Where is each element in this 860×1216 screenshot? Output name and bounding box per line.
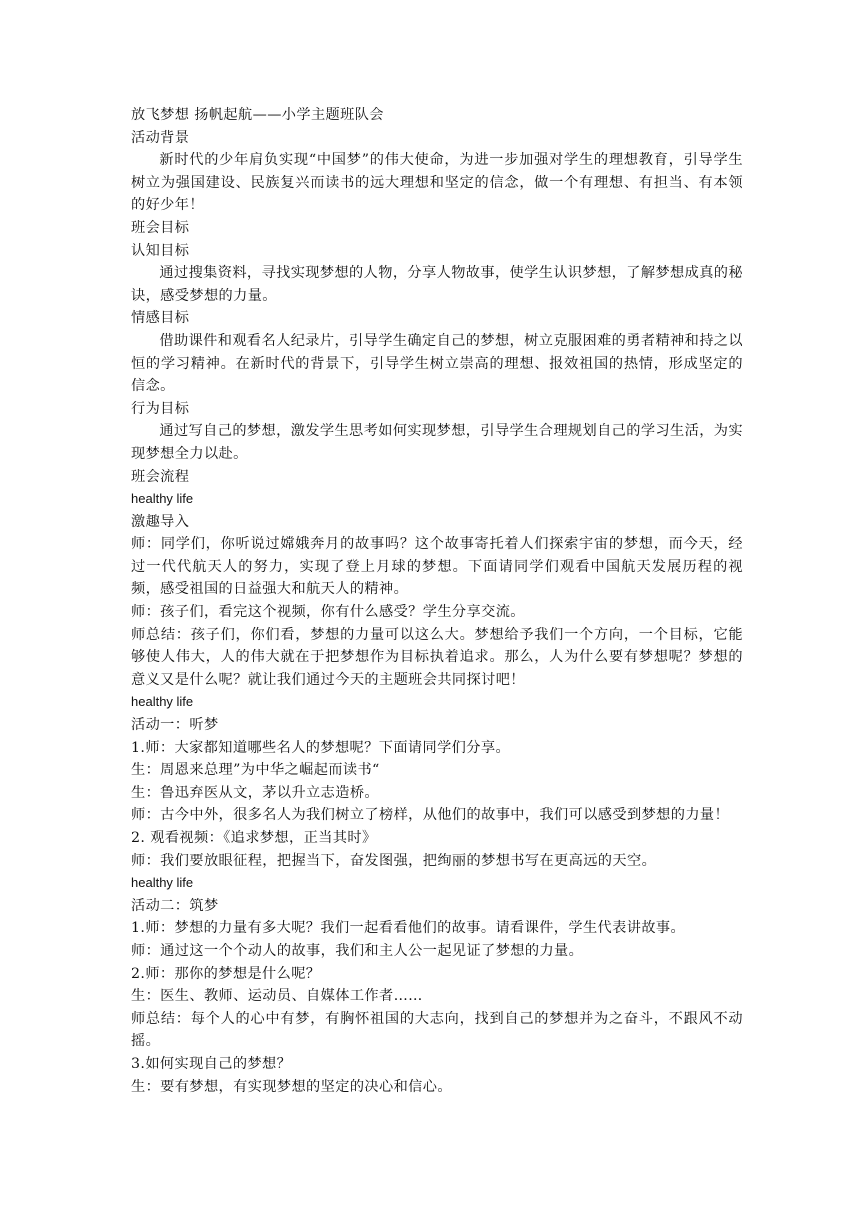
document-paragraph: healthy life: [131, 875, 194, 891]
document-paragraph: 情感目标: [131, 310, 190, 327]
document-paragraph: 生：要有梦想，有实现梦想的坚定的决心和信心。: [131, 1078, 452, 1095]
document-paragraph: 活动背景: [131, 129, 190, 146]
document-paragraph: 师总结：每个人的心中有梦，有胸怀祖国的大志向，找到自己的梦想并为之奋斗，不跟风不动摇。: [131, 1010, 743, 1050]
document-paragraph: 班会流程: [131, 468, 190, 485]
document-paragraph: 师：古今中外，很多名人为我们树立了榜样，从他们的故事中，我们可以感受到梦想的力量！: [131, 807, 730, 824]
document-paragraph: 通过写自己的梦想，激发学生思考如何实现梦想，引导学生合理规划自己的学习生活，为实现梦想全力以赴。: [131, 423, 743, 462]
document-paragraph: 2. 观看视频：《追求梦想，正当其时》: [131, 830, 377, 846]
document-paragraph: 借助课件和观看名人纪录片，引导学生确定自己的梦想，树立克服困难的勇者精神和持之以恒的学习精神。在新时代的背景下，引导学生树立崇高的理想、报效祖国的热情，形成坚定的信念。: [131, 332, 743, 395]
document-paragraph: 生：医生、教师、运动员、自媒体工作者……: [131, 988, 423, 1005]
document-paragraph: 2.师：那你的梦想是什么呢？: [131, 965, 321, 982]
document-paragraph: 班会目标: [131, 219, 190, 236]
document-paragraph: 3.如何实现自己的梦想？: [131, 1055, 292, 1072]
document-body: [131, 104, 743, 1098]
document-paragraph: 激趣导入: [131, 513, 190, 530]
document-paragraph: 行为目标: [131, 400, 190, 417]
document-paragraph: 师：孩子们，看完这个视频，你有什么感受？学生分享交流。: [131, 604, 525, 621]
document-paragraph: 活动一：听梦: [131, 717, 219, 734]
document-paragraph: 通过搜集资料，寻找实现梦想的人物，分享人物故事，使学生认识梦想，了解梦想成真的秘诀，感受梦想的力量。: [131, 265, 743, 304]
document-paragraph: 师：同学们，你听说过嫦娥奔月的故事吗？这个故事寄托着人们探索宇宙的梦想，而今天，经过一代代航天人的努力，实现了登上月球的梦想。下面请同学们观看中国航天发展历程的视频，感受祖国的日益强大和航天人的精神。: [131, 536, 743, 598]
document-paragraph: 生：周恩来总理”为中华之崛起而读书“: [131, 762, 380, 779]
document-paragraph: 活动二：筑梦: [131, 897, 219, 914]
document-paragraph: 认知目标: [131, 242, 190, 259]
document-paragraph: 生：鲁迅弃医从文，茅以升立志造桥。: [131, 784, 379, 801]
document-paragraph: 1.师：大家都知道哪些名人的梦想呢？下面请同学们分享。: [131, 739, 511, 756]
document-paragraph: 1.师：梦想的力量有多大呢？我们一起看看他们的故事。请看课件，学生代表讲故事。: [131, 920, 686, 937]
document-paragraph: healthy life: [131, 491, 194, 507]
paragraph-list: [131, 127, 743, 1099]
document-paragraph: 师总结：孩子们，你们看，梦想的力量可以这么大。梦想给予我们一个方向，一个目标，它能够使人伟大，人的伟大就在于把梦想作为目标执着追求。那么，人为什么要有梦想呢？梦想的意义又是什么呢？就让我们通过今天的主题班会共同探讨吧！: [131, 626, 743, 688]
document-paragraph: healthy life: [131, 694, 194, 710]
document-paragraph: 新时代的少年肩负实现“中国梦”的伟大使命，为进一步加强对学生的理想教育，引导学生树立为强国建设、民族复兴而读书的远大理想和坚定的信念，做一个有理想、有担当、有本领的好少年！: [131, 152, 743, 214]
document-paragraph: 师：我们要放眼征程，把握当下，奋发图强，把绚丽的梦想书写在更高远的天空。: [131, 852, 657, 869]
document-paragraph: 师：通过这一个个动人的故事，我们和主人公一起见证了梦想的力量。: [131, 942, 584, 959]
document-title: 放飞梦想 扬帆起航——小学主题班队会: [131, 107, 384, 123]
